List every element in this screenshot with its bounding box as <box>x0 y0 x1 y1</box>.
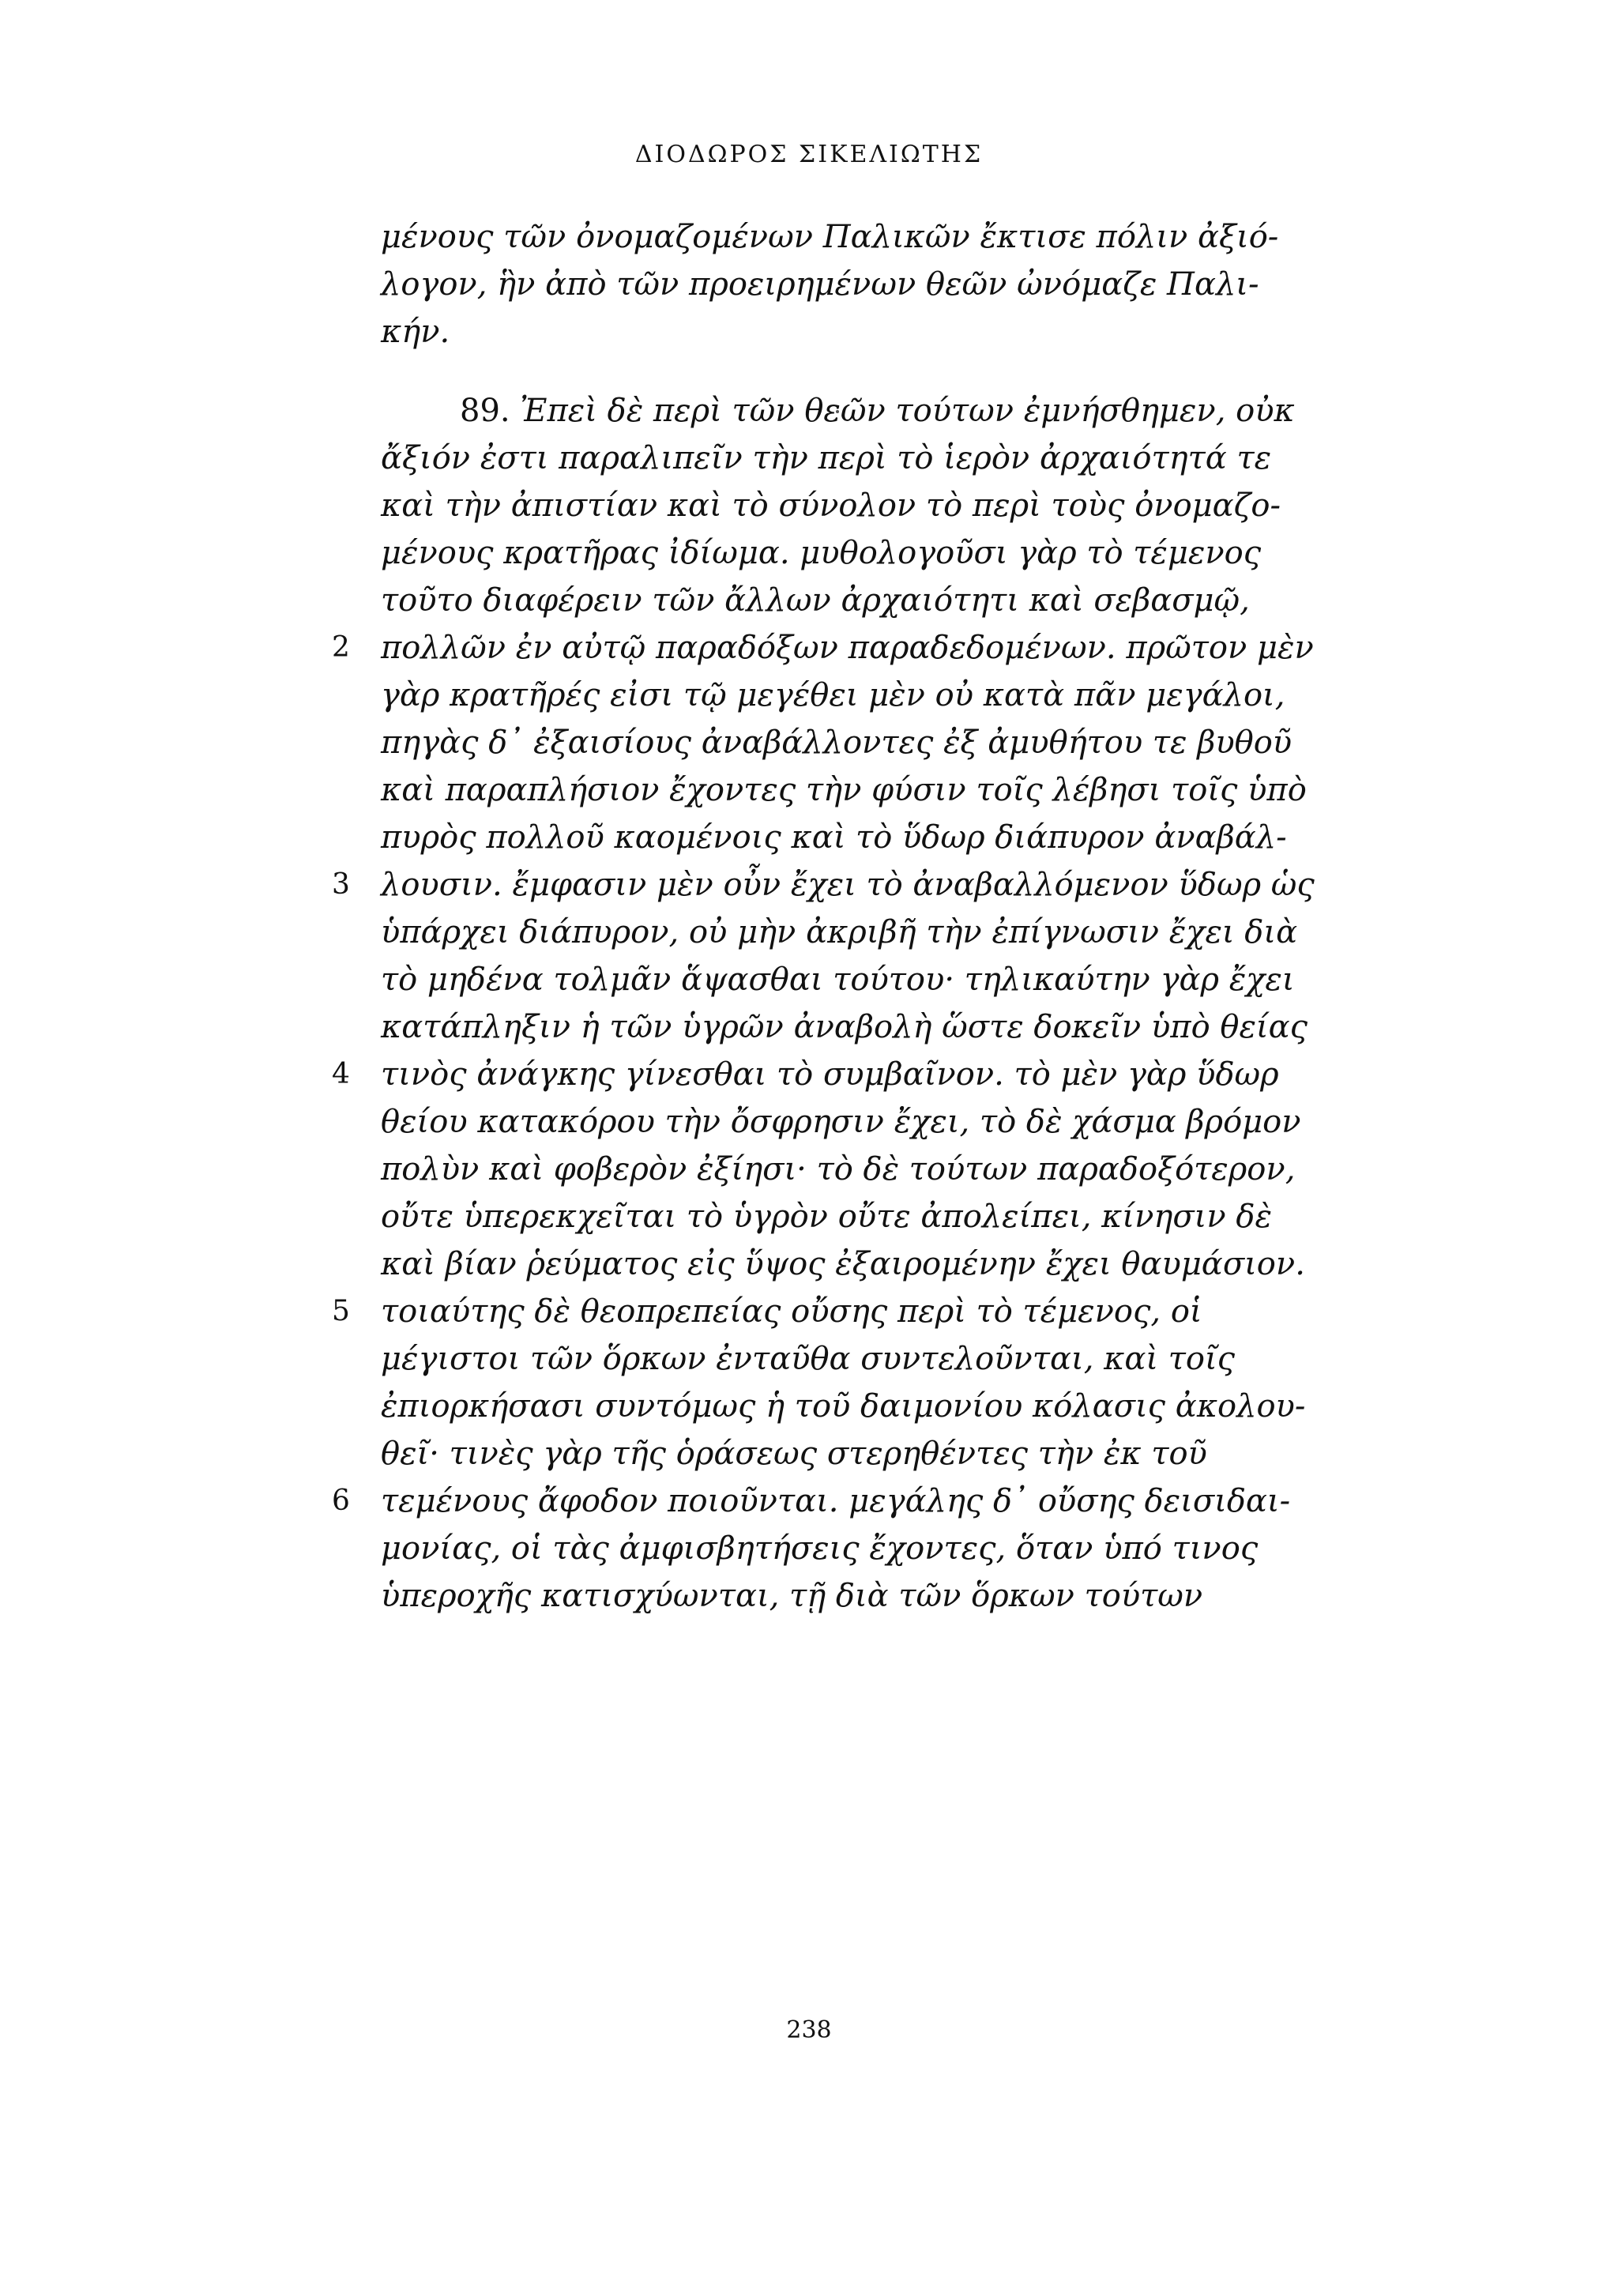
text-line <box>381 213 1302 261</box>
line-text: πολλῶν ἐν αὐτῷ παραδόξων παραδεδομένων. πρῶτον μὲν <box>381 630 1314 666</box>
line-text: λουσιν. ἔμφασιν μὲν οὖν ἔχει τὸ ἀναβαλλόμενον ὕδωρ ὡς <box>381 867 1315 903</box>
line-text: μέγιστοι τῶν ὅρκων ἐνταῦθα συντελοῦνται, καὶ τοῖς <box>381 1341 1236 1377</box>
text-line <box>381 1383 1306 1430</box>
text-line <box>332 1477 1302 1525</box>
text-line <box>381 435 1302 482</box>
page-number: 238 <box>786 2016 832 2044</box>
text-line <box>381 814 1302 861</box>
text-line <box>332 861 1315 909</box>
line-text: μένους κρατῆρας ἰδίωμα. μυθολογοῦσι γὰρ τὸ τέμενος <box>381 535 1262 571</box>
text-line <box>381 909 1302 956</box>
section-number: 89. <box>460 393 510 429</box>
line-text: τοῦτο διαφέρειν τῶν ἄλλων ἀρχαιότητι καὶ σεβασμῷ, <box>381 582 1250 619</box>
line-text: πηγὰς δ᾽ ἐξαισίους ἀναβάλλοντες ἐξ ἀμυθήτου τε βυθοῦ <box>381 725 1293 761</box>
text-line <box>381 1572 1302 1620</box>
text-line <box>381 387 1302 435</box>
line-text: ὑπεροχῆς κατισχύωνται, τῇ διὰ τῶν ὅρκων τούτων <box>381 1578 1203 1614</box>
line-text: ἐπιορκήσασι συντόμως ἡ τοῦ δαιμονίου κόλασις ἀκολου- <box>381 1388 1306 1425</box>
text-line <box>381 1335 1302 1383</box>
line-text: λογον, ἣν ἀπὸ τῶν προειρημένων θεῶν ὠνόμαζε Παλι- <box>381 266 1259 303</box>
line-text: πολὺν καὶ φοβερὸν ἐξίησι· τὸ δὲ τούτων παραδοξότερον, <box>381 1151 1296 1188</box>
text-line <box>332 1051 1302 1098</box>
main-text <box>332 213 1315 1620</box>
text-line <box>381 956 1302 1003</box>
line-text: κήν. <box>381 314 450 350</box>
line-text: κατάπληξιν ἡ τῶν ὑγρῶν ἀναβολὴ ὥστε δοκεῖν ὑπὸ θείας <box>381 1009 1308 1045</box>
line-text: τοιαύτης δὲ θεοπρεπείας οὔσης περὶ τὸ τέμενος, οἱ <box>381 1293 1202 1330</box>
running-head: ΔΙΟΔΩΡΟΣ ΣΙΚΕΛΙΩΤΗΣ <box>634 141 984 168</box>
line-text: θεῖ· τινὲς γὰρ τῆς ὁράσεως στερηθέντες τὴν ἐκ τοῦ <box>381 1436 1207 1472</box>
line-text: Ἐπεὶ δὲ περὶ τῶν θεῶν τούτων ἐμνήσθημεν, οὐκ <box>520 393 1295 429</box>
margin-number: 6 <box>332 1485 350 1517</box>
text-line <box>381 1098 1302 1146</box>
text-line <box>332 1288 1302 1335</box>
line-text: πυρὸς πολλοῦ καομένοις καὶ τὸ ὕδωρ διάπυρον ἀναβάλ- <box>381 819 1287 856</box>
line-text: οὔτε ὑπερεκχεῖται τὸ ὑγρὸν οὔτε ἀπολείπει, κίνησιν δὲ <box>381 1199 1272 1235</box>
line-text: τὸ μηδένα τολμᾶν ἅψασθαι τούτου· τηλικαύτην γὰρ ἔχει <box>381 962 1295 998</box>
text-line <box>381 577 1302 624</box>
text-line <box>381 1003 1308 1051</box>
text-line <box>381 1193 1302 1240</box>
text-line <box>381 261 1302 308</box>
line-text: τινὸς ἀνάγκης γίνεσθαι τὸ συμβαῖνον. τὸ μὲν γὰρ ὕδωρ <box>381 1056 1279 1093</box>
line-text: τεμένους ἄφοδον ποιοῦνται. μεγάλης δ᾽ οὔσης δεισιδαι- <box>381 1483 1291 1519</box>
margin-number: 2 <box>332 631 350 664</box>
text-line <box>381 482 1302 529</box>
line-text: καὶ βίαν ῥεύματος εἰς ὕψος ἐξαιρομένην ἔχει θαυμάσιον. <box>381 1246 1305 1282</box>
line-text: καὶ τὴν ἀπιστίαν καὶ τὸ σύνολον τὸ περὶ τοὺς ὀνομαζο- <box>381 487 1281 524</box>
line-text: θείου κατακόρου τὴν ὄσφρησιν ἔχει, τὸ δὲ χάσμα βρόμον <box>381 1104 1301 1140</box>
text-line <box>332 624 1314 672</box>
text-line <box>381 1430 1302 1477</box>
text-line <box>381 672 1302 719</box>
line-text: ἄξιόν ἐστι παραλιπεῖν τὴν περὶ τὸ ἱερὸν ἀρχαιότητά τε <box>381 440 1272 476</box>
margin-number: 4 <box>332 1058 350 1090</box>
line-text: ὑπάρχει διάπυρον, οὐ μὴν ἀκριβῆ τὴν ἐπίγνωσιν ἔχει διὰ <box>381 914 1298 950</box>
text-line <box>381 1525 1302 1572</box>
line-text: καὶ παραπλήσιον ἔχοντες τὴν φύσιν τοῖς λέβησι τοῖς ὑπὸ <box>381 772 1307 808</box>
line-text: γὰρ κρατῆρές εἰσι τῷ μεγέθει μὲν οὐ κατὰ πᾶν μεγάλοι, <box>381 677 1285 713</box>
text-line <box>381 766 1307 814</box>
margin-number: 5 <box>332 1295 350 1327</box>
text-line <box>381 719 1302 766</box>
text-line <box>381 1240 1305 1288</box>
line-text: μένους τῶν ὀνομαζομένων Παλικῶν ἔκτισε πόλιν ἀξιό- <box>381 219 1279 255</box>
text-line <box>381 308 1302 356</box>
text-line <box>381 1146 1302 1193</box>
line-text: μονίας, οἱ τὰς ἀμφισβητήσεις ἔχοντες, ὅταν ὑπό τινος <box>381 1530 1259 1567</box>
margin-number: 3 <box>332 868 350 901</box>
text-line <box>381 529 1302 577</box>
